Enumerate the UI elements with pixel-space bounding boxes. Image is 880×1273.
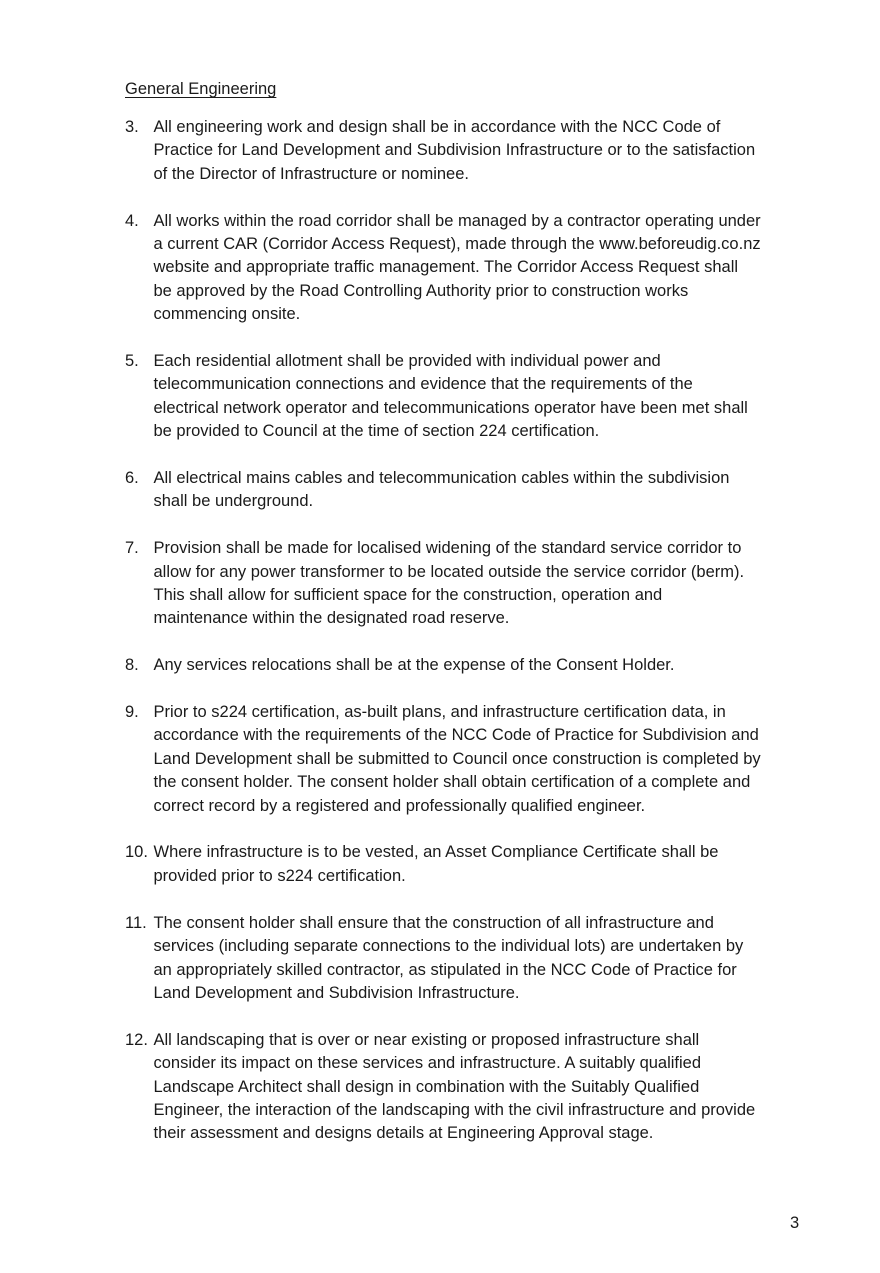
condition-item — [125, 912, 815, 1006]
page-number: 3 — [790, 1214, 800, 1232]
condition-item — [125, 467, 815, 514]
condition-text-line: The consent holder shall ensure that the construction of all infrastructure and — [153, 913, 714, 932]
condition-text-line: website and appropriate traffic management. The Corridor Access Request shall — [153, 258, 739, 277]
condition-text-line: an appropriately skilled contractor, as stipulated in the NCC Code of Practice for — [153, 960, 737, 979]
condition-text-line: consider its impact on these services and infrastructure. A suitably qualified — [153, 1054, 702, 1073]
condition-text — [154, 912, 816, 1006]
section-heading: General Engineering — [125, 80, 277, 98]
condition-number: 9. — [125, 703, 139, 722]
condition-number: 11. — [125, 913, 147, 932]
condition-text — [154, 654, 816, 677]
condition-text-line: correct record by a registered and professionally qualified engineer. — [153, 796, 646, 815]
condition-text-line: be approved by the Road Controlling Authority prior to construction works — [153, 281, 689, 300]
condition-text-line: Practice for Land Development and Subdivision Infrastructure or to the satisfaction — [153, 141, 756, 160]
condition-text-line: their assessment and designs details at Engineering Approval stage. — [153, 1124, 654, 1143]
condition-item — [125, 210, 815, 327]
condition-text-line: allow for any power transformer to be located outside the service corridor (berm). — [153, 562, 745, 581]
condition-text-line: Prior to s224 certification, as-built plans, and infrastructure certification data, in — [153, 703, 726, 722]
condition-text-line: Land Development and Subdivision Infrastructure. — [153, 983, 520, 1002]
condition-text — [154, 350, 816, 444]
condition-item — [125, 841, 815, 888]
condition-text-line: be provided to Council at the time of section 224 certification. — [153, 422, 600, 441]
condition-text — [154, 841, 816, 888]
condition-text-line: Each residential allotment shall be provided with individual power and — [153, 352, 661, 371]
condition-text — [154, 1029, 816, 1146]
condition-item — [125, 116, 815, 186]
condition-text-line: All engineering work and design shall be in accordance with the NCC Code of — [153, 118, 721, 136]
condition-text-line: maintenance within the designated road reserve. — [153, 609, 510, 628]
condition-item — [125, 350, 815, 444]
condition-text-line: commencing onsite. — [153, 305, 301, 324]
condition-item — [125, 701, 815, 818]
condition-text — [154, 467, 816, 514]
condition-number: 4. — [125, 211, 139, 230]
condition-text-line: services (including separate connections to the individual lots) are undertaken by — [153, 937, 744, 956]
condition-number: 3. — [125, 118, 139, 136]
condition-number: 10. — [125, 843, 148, 862]
condition-text-line: All works within the road corridor shall be managed by a contractor operating under — [153, 211, 761, 230]
condition-text-line: Provision shall be made for localised widening of the standard service corridor to — [153, 539, 742, 558]
condition-text — [154, 537, 816, 631]
condition-text — [154, 116, 816, 186]
condition-text-line: All electrical mains cables and telecommunication cables within the subdivision — [153, 469, 730, 488]
condition-text-line: provided prior to s224 certification. — [153, 866, 406, 885]
condition-text-line: Landscape Architect shall design in combination with the Suitably Qualified — [153, 1077, 700, 1096]
condition-text-line: Land Development shall be submitted to Council once construction is completed by — [153, 749, 761, 768]
condition-item — [125, 537, 815, 631]
condition-text-line: Engineer, the interaction of the landscaping with the civil infrastructure and provide — [153, 1100, 756, 1119]
condition-text-line: of the Director of Infrastructure or nominee. — [153, 164, 469, 183]
condition-number: 6. — [125, 469, 139, 488]
condition-number: 5. — [125, 352, 139, 371]
condition-text-line: shall be underground. — [153, 492, 314, 511]
condition-text-line: the consent holder. The consent holder shall obtain certification of a complete and — [153, 773, 751, 792]
condition-number: 8. — [125, 656, 139, 675]
condition-number: 7. — [125, 539, 139, 558]
condition-list — [125, 116, 815, 1169]
condition-text-line: All landscaping that is over or near existing or proposed infrastructure shall — [153, 1030, 700, 1049]
condition-text — [154, 701, 816, 818]
condition-text-line: telecommunication connections and evidence that the requirements of the — [153, 375, 693, 394]
condition-number: 12. — [125, 1030, 148, 1049]
condition-text-line: electrical network operator and telecommunications operator have been met shall — [153, 398, 748, 417]
condition-item — [125, 1029, 815, 1146]
condition-text-line: Where infrastructure is to be vested, an Asset Compliance Certificate shall be — [153, 843, 719, 862]
condition-text-line: a current CAR (Corridor Access Request), made through the www.beforeudig.co.nz — [153, 235, 761, 254]
condition-text-line: Any services relocations shall be at the expense of the Consent Holder. — [153, 656, 675, 675]
condition-item — [125, 654, 815, 677]
condition-text-line: accordance with the requirements of the NCC Code of Practice for Subdivision and — [153, 726, 759, 745]
condition-text — [154, 210, 816, 327]
condition-text-line: This shall allow for sufficient space for the construction, operation and — [153, 586, 663, 605]
